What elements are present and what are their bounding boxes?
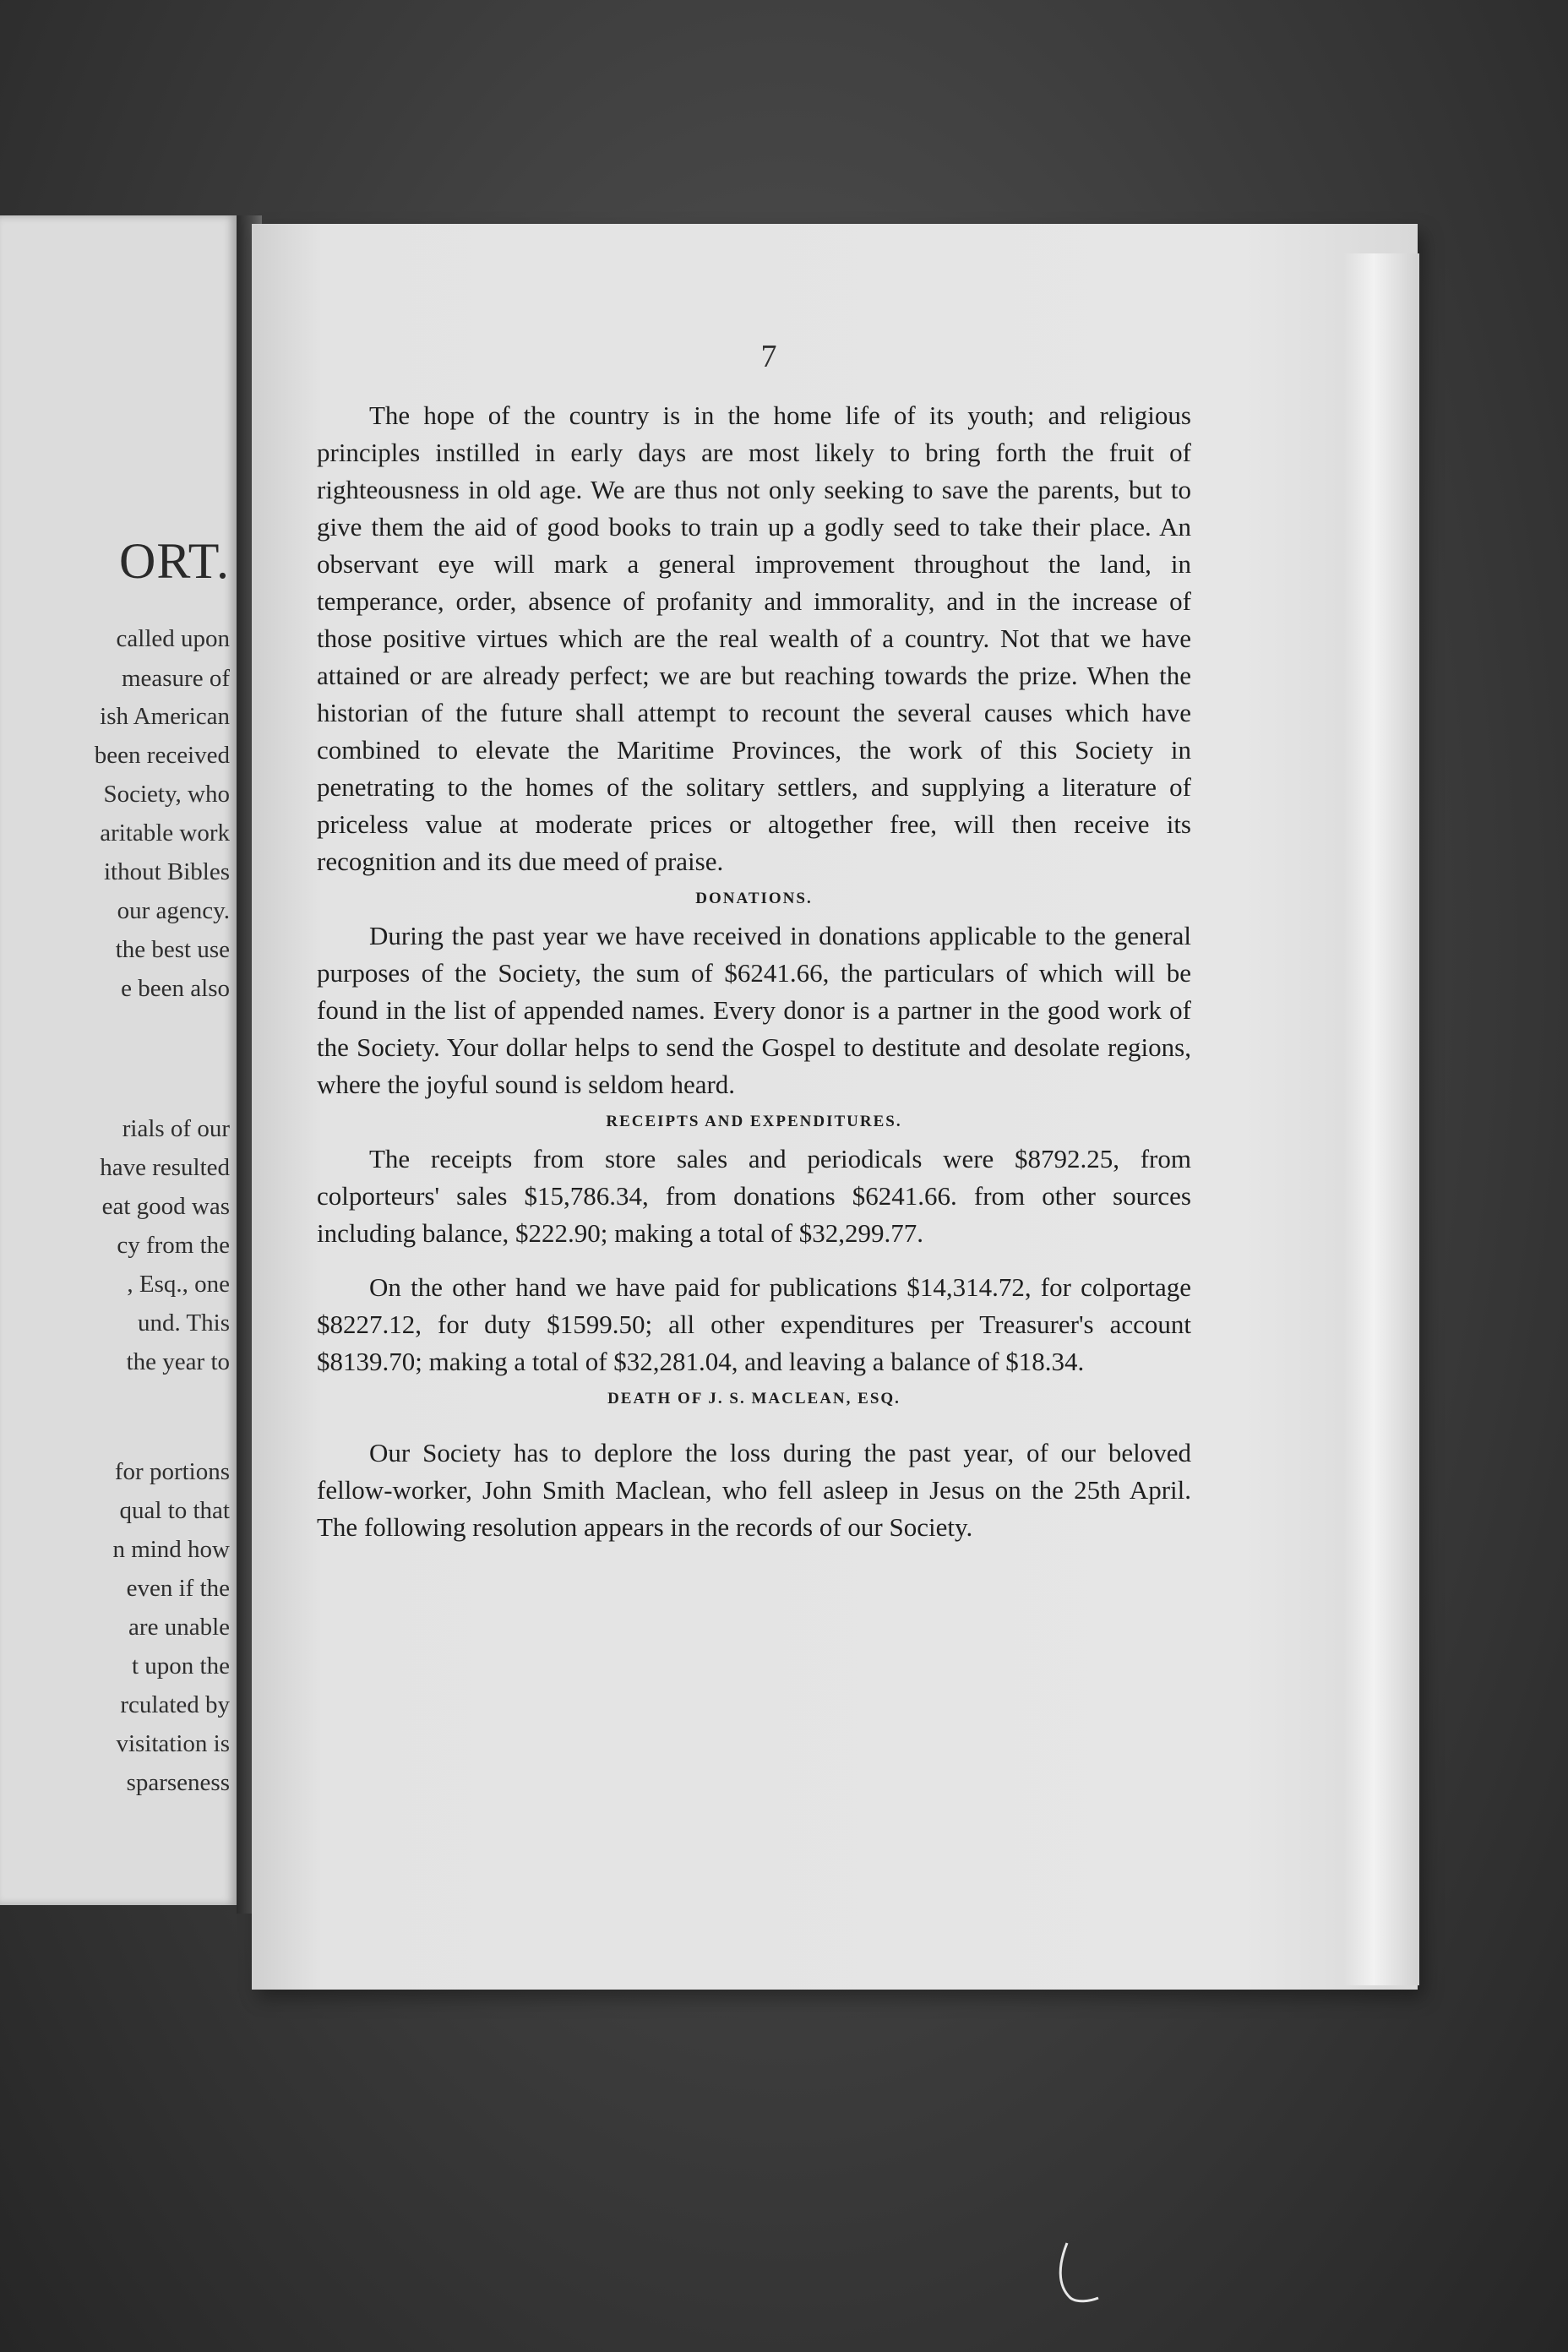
death-paragraph: Our Society has to deplore the loss during the past year, of our beloved fellow-worker, John Smith Maclean, who fell asleep in Jesus on the 25th April. The following resolution appears in the records of our Society.	[317, 1438, 1191, 1542]
left-page-line: eat good was	[101, 1193, 230, 1220]
page-edge-shading	[1343, 253, 1419, 1985]
left-page-line: n mind how	[112, 1536, 230, 1563]
left-page-line: even if the	[126, 1575, 230, 1602]
left-page-line: sparseness	[126, 1769, 230, 1796]
paragraph-gap	[317, 1418, 1191, 1435]
left-page-line: been received	[94, 742, 230, 769]
left-page-line: the best use	[115, 936, 230, 963]
page-body	[317, 397, 1191, 1546]
receipts-paragraph-1: The receipts from store sales and periodicals were $8792.25, from colporteurs' sales $15,786.34, from donations $6241.66. from other sources including balance, $222.90; making a total of $32,299.77.	[317, 1144, 1191, 1248]
page-number: 7	[760, 339, 777, 374]
left-page-line: for portions	[114, 1458, 230, 1485]
left-page-line: have resulted	[100, 1154, 230, 1181]
left-page-line: cy from the	[117, 1232, 230, 1259]
left-page-line: rculated by	[120, 1691, 230, 1718]
left-page-line: rials of our	[122, 1115, 230, 1142]
left-page-line: visitation is	[116, 1730, 230, 1757]
left-page-line: measure of	[121, 665, 230, 692]
left-page-line: aritable work	[100, 819, 230, 847]
left-page-line: und. This	[137, 1309, 230, 1337]
left-page-line: are unable	[128, 1614, 230, 1641]
death-heading: DEATH OF J. S. MACLEAN, ESQ.	[607, 1390, 901, 1407]
left-page-line: ithout Bibles	[103, 858, 230, 885]
left-page	[0, 215, 237, 1905]
left-page-heading: ORT.	[119, 533, 230, 589]
left-page-line: e been also	[121, 975, 230, 1002]
receipts-heading: RECEIPTS AND EXPENDITURES.	[606, 1113, 902, 1130]
receipts-paragraph-2: On the other hand we have paid for publications $14,314.72, for colportage $8227.12, for duty $1599.50; all other expenditures per Treasurer's account $8139.70; making a total of $32,281.04, and leaving a balance of $18.34.	[317, 1272, 1191, 1376]
ink-mark	[1052, 2239, 1102, 2306]
left-page-line: ish American	[100, 703, 230, 730]
left-page-line: the year to	[126, 1348, 230, 1375]
left-page-line: t upon the	[132, 1652, 230, 1680]
paragraph-gap	[317, 1252, 1191, 1269]
donations-heading: DONATIONS.	[695, 890, 813, 907]
left-page-line: Society, who	[103, 781, 230, 808]
left-page-line: , Esq., one	[127, 1271, 230, 1298]
intro-paragraph: The hope of the country is in the home life of its youth; and religious principles instilled in early days are most likely to bring forth the fruit of righteousness in old age. We are thus not only seeking to save the parents, but to give them the aid of good books to train up a godly seed to take their place. An observant eye will mark a general improvement throughout the land, in temperance, order, absence of profanity and immorality, and in the increase of those positive virtues which are the real wealth of a country. Not that we have attained or are already perfect; we are but reaching towards the prize. When the historian of the future shall attempt to recount the several causes which have combined to elevate the Maritime Provinces, the work of this Society in penetrating to the homes of the solitary settlers, and supplying a literature of priceless value at moderate prices or altogether free, will then receive its recognition and its due meed of praise.	[317, 400, 1191, 876]
left-page-line: called upon	[116, 625, 230, 652]
left-page-line: qual to that	[119, 1497, 230, 1524]
left-page-line: our agency.	[117, 897, 230, 924]
donations-paragraph: During the past year we have received in donations applicable to the general purposes of the Society, the sum of $6241.66, the particulars of which will be found in the list of appended names. Every donor is a partner in the good work of the Society. Your dollar helps to send the Gospel to destitute and desolate regions, where the joyful sound is seldom heard.	[317, 921, 1191, 1099]
